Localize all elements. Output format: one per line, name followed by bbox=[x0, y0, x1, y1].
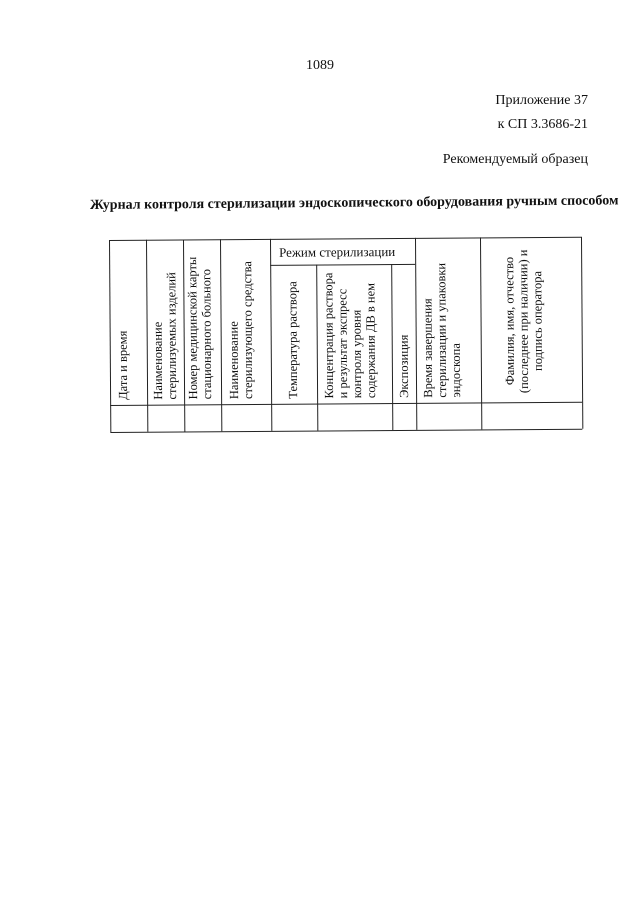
column-header-sterilized-items: Наименование стерилизуемых изделий bbox=[150, 272, 180, 400]
page-number: 1089 bbox=[306, 58, 334, 73]
group-header-divider bbox=[270, 264, 415, 266]
table-top-border bbox=[109, 237, 581, 241]
table-col-border bbox=[109, 240, 111, 432]
header-bottom-border bbox=[110, 402, 582, 406]
table-col-border bbox=[391, 264, 393, 430]
table-col-border bbox=[581, 237, 583, 429]
column-header-solution-temperature: Температура раствора bbox=[285, 281, 301, 399]
table-col-border bbox=[480, 237, 482, 429]
table-col-border bbox=[316, 265, 318, 431]
column-header-exposure: Экспозиция bbox=[396, 334, 412, 398]
column-header-completion-time: Время завершения стерилизации и упаковки эндоскопа bbox=[420, 262, 464, 398]
column-header-concentration-express-control: Концентрация раствора и результат экспресс контроля уровня содержания ДВ в нем bbox=[321, 272, 379, 399]
group-header-sterilization-mode: Режим стерилизации bbox=[279, 244, 396, 260]
table-col-border bbox=[220, 239, 222, 431]
column-header-medical-record-number: Номер медицинской карты стационарного больного bbox=[185, 256, 215, 400]
appendix-number: Приложение 37 bbox=[495, 93, 588, 108]
appendix-reference: к СП 3.3686-21 bbox=[497, 117, 588, 132]
table-col-border bbox=[415, 238, 417, 430]
table-col-border bbox=[270, 239, 272, 431]
sample-note: Рекомендуемый образец bbox=[442, 152, 588, 167]
sterilization-journal-table bbox=[109, 237, 582, 432]
journal-title: Журнал контроля стерилизации эндоскопического оборудования ручным способом bbox=[89, 193, 619, 213]
column-header-date-time: Дата и время bbox=[115, 330, 131, 400]
column-header-sterilizing-agent: Наименование стерилизующего средства bbox=[226, 261, 256, 400]
table-col-border bbox=[146, 240, 148, 432]
table-bottom-border bbox=[110, 429, 582, 433]
column-header-operator-name-signature: Фамилия, имя, отчество (последнее при наличии) и подпись оператора bbox=[502, 249, 545, 393]
